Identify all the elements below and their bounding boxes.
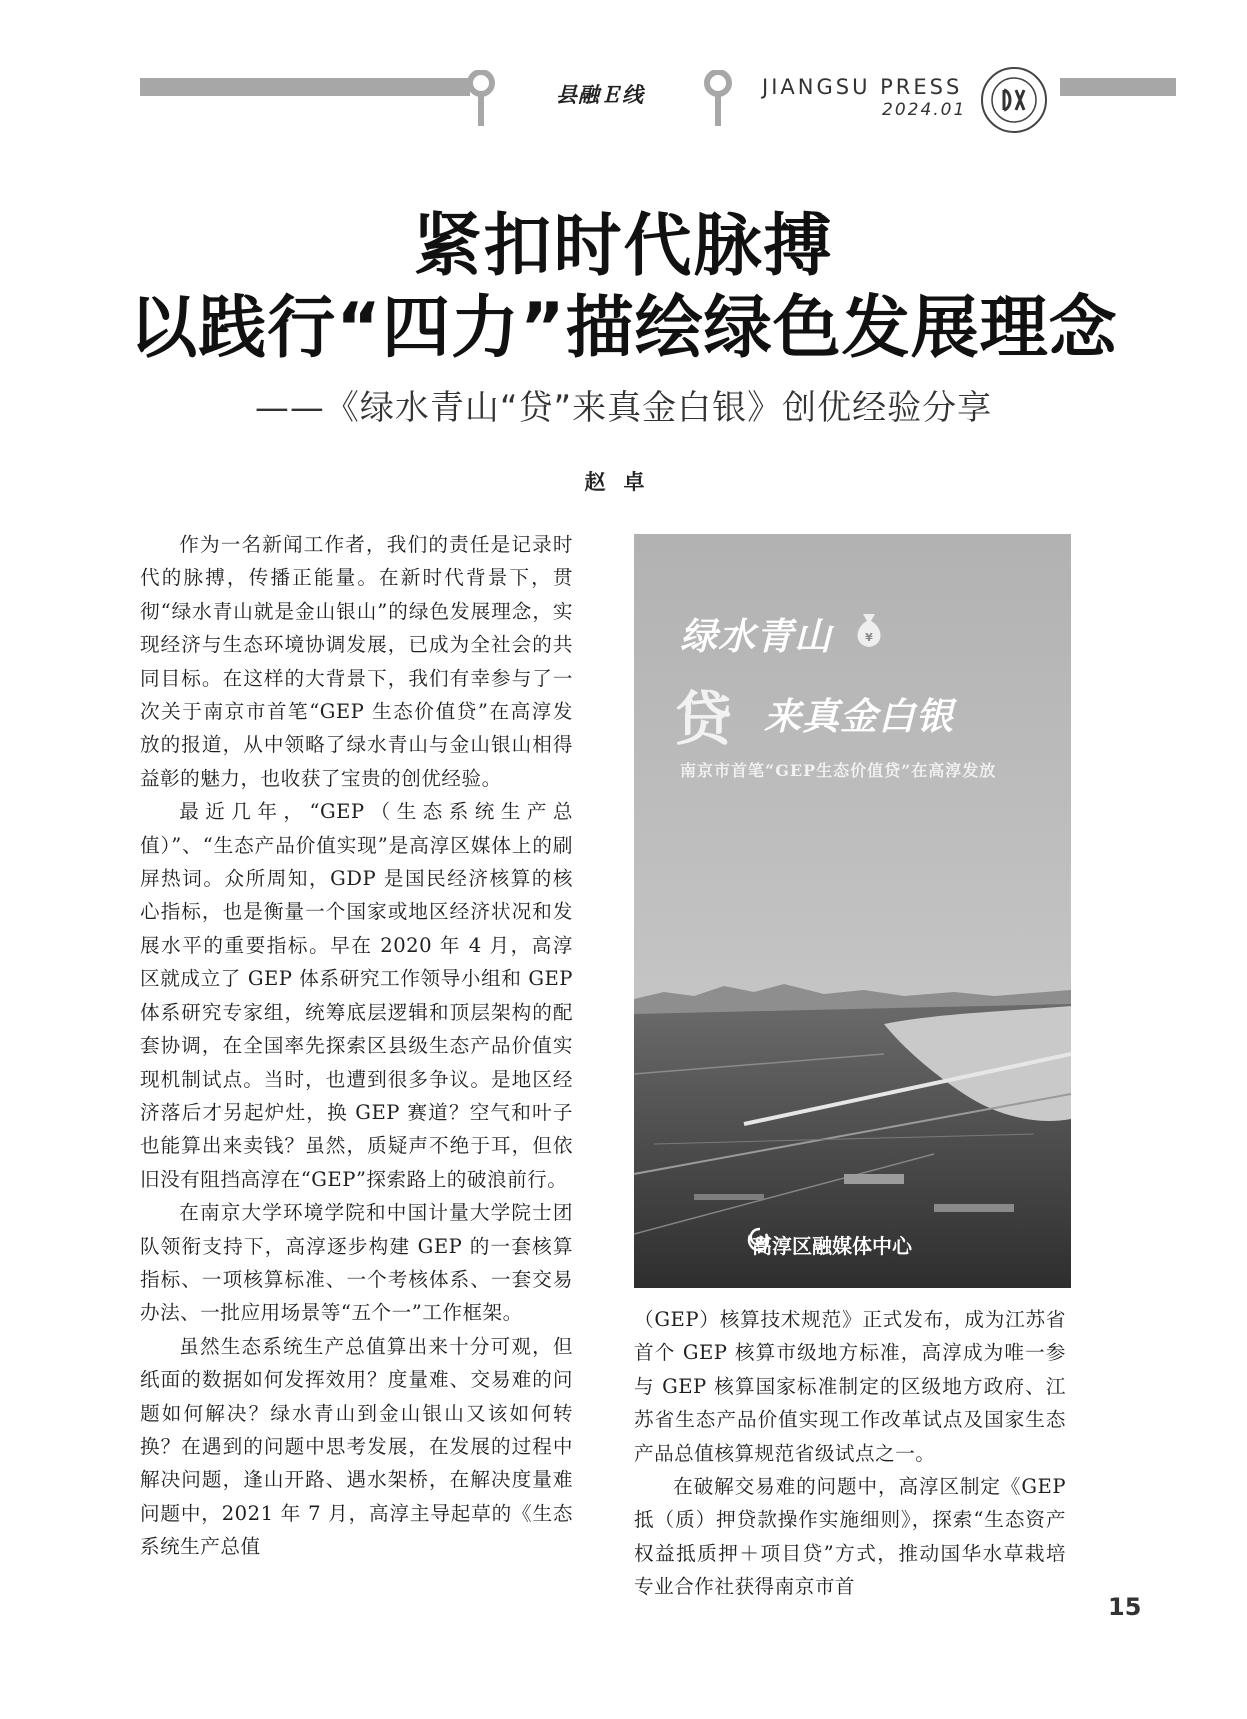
money-bag-icon bbox=[852, 610, 886, 650]
body-column-left bbox=[140, 528, 573, 1564]
association-seal-icon bbox=[980, 66, 1048, 134]
media-center-logo-text: 高淳区融媒体中心 bbox=[752, 1234, 912, 1258]
issue-number: 2024.01 bbox=[882, 100, 967, 120]
page-number: 15 bbox=[1108, 1593, 1142, 1621]
map-pin-icon bbox=[466, 70, 496, 130]
article-photo bbox=[634, 534, 1071, 1288]
article-title-line1: 紧扣时代脉搏 bbox=[413, 207, 834, 286]
article-author: 赵卓 bbox=[584, 470, 663, 494]
body-paragraph: 在南京大学环境学院和中国计量大学院士团队领衔支持下，高淳逐步构建 GEP 的一套核算指标、一项核算标准、一个考核体系、一套交易办法、一批应用场景等“五个一”工作框架。 bbox=[140, 1201, 573, 1325]
article-subtitle: ——《绿水青山“贷”来真金白银》创优经验分享 bbox=[254, 388, 993, 428]
svg-text:¥: ¥ bbox=[865, 631, 873, 644]
header-rule-left bbox=[140, 78, 470, 96]
body-paragraph: 作为一名新闻工作者，我们的责任是记录时代的脉搏，传播正能量。在新时代背景下，贯彻“绿水青山就是金山银山”的绿色发展理念，实现经济与生态环境协调发展，已成为全社会的共同目标。在这样的大背景下，我们有幸参与了一次关于南京市首笔“GEP 生态价值贷”在高淳发放的报道，从中领略了绿水青山与金山银山相得益彰的魅力，也收获了宝贵的创优经验。 bbox=[140, 533, 573, 790]
publication-name: JIANGSU PRESS bbox=[762, 75, 963, 99]
poster-headline: 绿水青山 bbox=[680, 615, 832, 658]
article-title-line2: 以践行“四力”描绘绿色发展理念 bbox=[129, 289, 1118, 368]
body-paragraph: （GEP）核算技术规范》正式发布，成为江苏省首个 GEP 核算市级地方标准，高淳成为唯一参与 GEP 核算国家标准制定的区级地方政府、江苏省生态产品价值实现工作改革试点及国家生态产品总值核算规范省级试点之一。 bbox=[634, 1308, 1066, 1465]
poster-caption: 南京市首笔“GEP生态价值贷”在高淳发放 bbox=[680, 761, 997, 780]
body-column-right bbox=[634, 1303, 1066, 1604]
body-paragraph: 在破解交易难的问题中，高淳区制定《GEP 抵（质）押贷款操作实施细则》，探索“生态资产权益抵质押＋项目贷”方式，推动国华水草栽培专业合作社获得南京市首 bbox=[634, 1475, 1066, 1599]
header-rule-right bbox=[1060, 78, 1176, 96]
body-paragraph: 虽然生态系统生产总值算出来十分可观，但纸面的数据如何发挥效用？度量难、交易难的问题如何解决？绿水青山到金山银山又该如何转换？在遇到的问题中思考发展，在发展的过程中解决问题，逢山开路、遇水架桥，在解决度量难问题中，2021 年 7 月，高淳主导起草的《生态系统生产总值 bbox=[140, 1334, 573, 1559]
section-label: 县融Ｅ线 bbox=[556, 83, 644, 107]
poster-headline-character: 贷 bbox=[674, 685, 733, 753]
map-pin-icon bbox=[703, 70, 733, 130]
poster-headline: 来真金白银 bbox=[764, 695, 954, 738]
body-paragraph: 最近几年，“GEP（生态系统生产总值）”、“生态产品价值实现”是高淳区媒体上的刷屏热词。众所周知，GDP 是国民经济核算的核心指标，也是衡量一个国家或地区经济状况和发展水平的重要指标。早在 2020 年 4 月，高淳区就成立了 GEP 体系研究工作领导小组和 GEP 体系研究专家组，统筹底层逻辑和顶层架构的配套协调，在全国率先探索区县级生态产品价值实现机制试点。当时，也遭到很多争议。是地区经济落后才另起炉灶，换 GEP 赛道？空气和叶子也能算出来卖钱？虽然，质疑声不绝于耳，但依旧没有阻挡高淳在“GEP”探索路上的破浪前行。 bbox=[140, 800, 573, 1191]
